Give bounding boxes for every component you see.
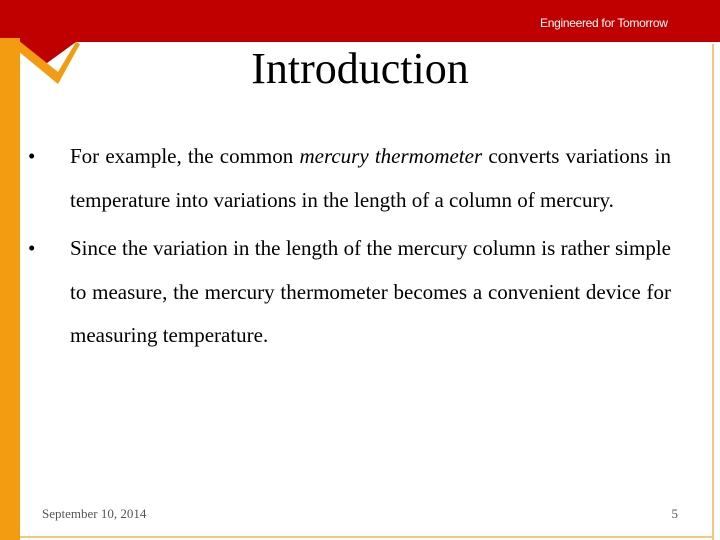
bullet-item bbox=[28, 227, 671, 358]
left-orange-border bbox=[0, 38, 20, 540]
bullet-marker: • bbox=[28, 236, 36, 260]
bottom-edge-line bbox=[20, 536, 714, 538]
page-number: 5 bbox=[671, 506, 678, 521]
bullet-text-end: converts variations in temperature into variations in the length of a column of mercury. bbox=[70, 144, 671, 212]
bullet-marker: • bbox=[28, 144, 36, 168]
bullet-emphasis: mercury thermometer bbox=[299, 144, 483, 168]
bullet-item bbox=[28, 135, 671, 222]
brand-tagline: Engineered for Tomorrow bbox=[540, 16, 668, 30]
right-edge-line bbox=[712, 44, 714, 540]
page-title: Introduction bbox=[251, 44, 469, 93]
bullet-list bbox=[28, 135, 671, 358]
bullet-text: Since the variation in the length of the mercury column is rather simple to measure, the mercury thermometer becomes a convenient device for measuring temperature. bbox=[70, 236, 671, 347]
bullet-text-start: For example, the common bbox=[70, 144, 300, 168]
footer-date: September 10, 2014 bbox=[42, 506, 147, 521]
